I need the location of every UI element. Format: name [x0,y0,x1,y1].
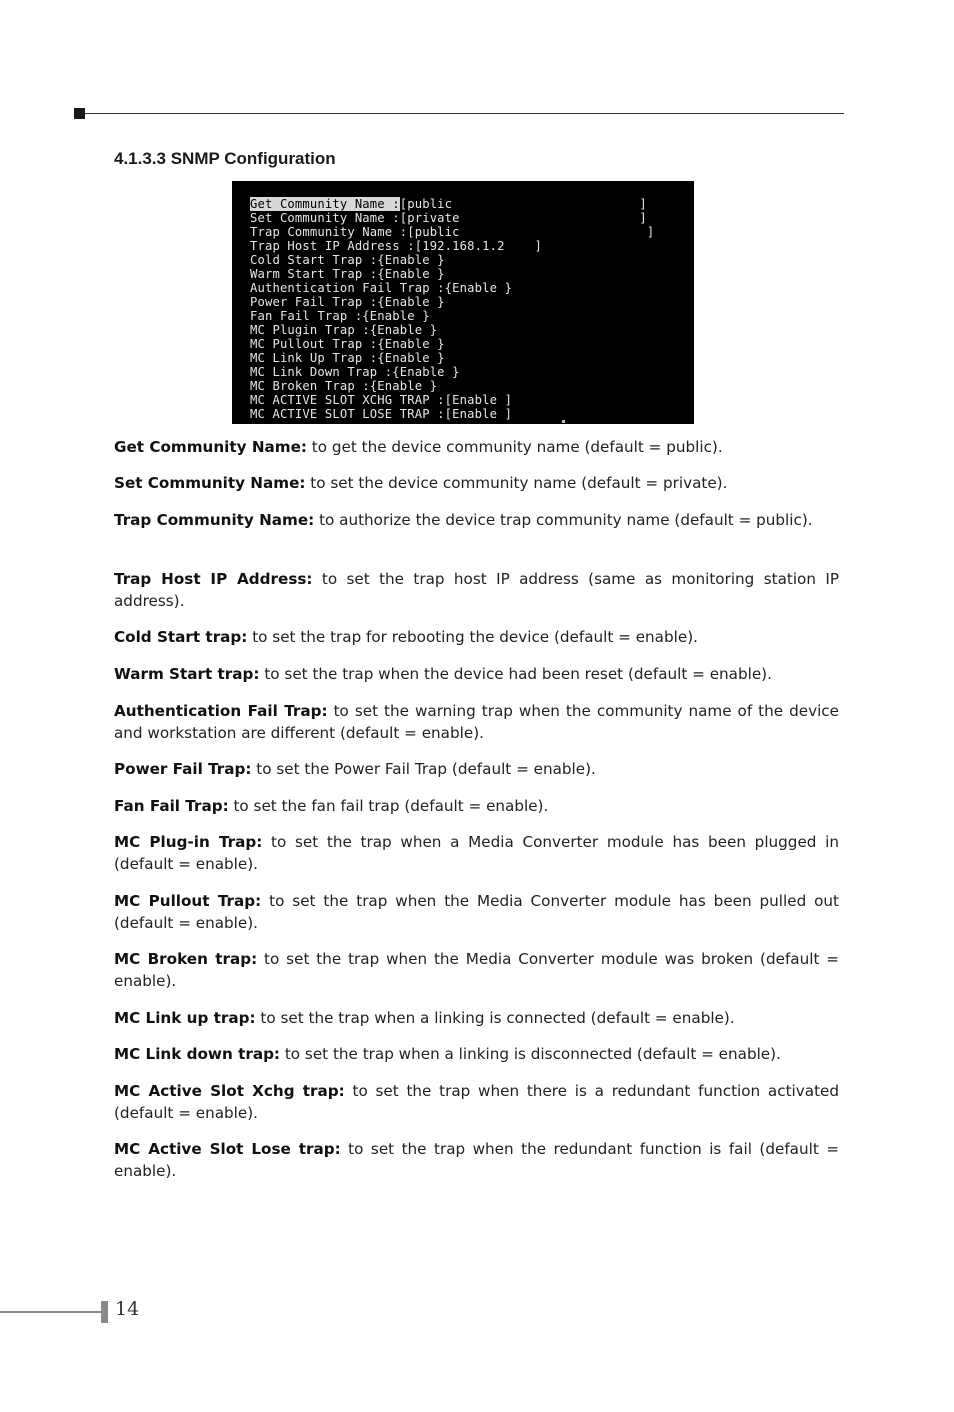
terminal-line: Warm Start Trap :{Enable } [250,267,445,281]
description-term: MC Plug-in Trap: [114,833,263,851]
description-mc-active-slot-lose-trap [114,1138,839,1182]
description-mc-link-down-trap [114,1043,839,1065]
terminal-line: MC ACTIVE SLOT XCHG TRAP :[Enable ] [250,393,513,407]
description-text: to set the trap when a linking is disconnected (default = enable). [280,1045,781,1063]
description-term: MC Pullout Trap: [114,892,262,910]
terminal-line: MC Link Up Trap :{Enable } [250,351,445,365]
description-text: to set the device community name (default = private). [305,474,728,492]
terminal-line-text: [public ] [399,197,647,211]
description-trap-host-ip [114,568,839,612]
description-trap-community-name [114,509,839,531]
description-fan-fail-trap [114,795,839,817]
description-term: Set Community Name: [114,474,306,492]
description-text: to set the Power Fail Trap (default = enable). [251,760,596,778]
description-set-community-name [114,472,839,494]
description-text: to set the trap when there is a redundant function activated (default = enable). [114,1082,840,1122]
terminal-line: MC Pullout Trap :{Enable } [250,337,445,351]
footer-rule [0,1311,101,1313]
description-mc-broken-trap [114,948,839,992]
terminal-line: MC Plugin Trap :{Enable } [250,323,438,337]
terminal-cursor [562,420,565,423]
description-term: Authentication Fail Trap: [114,702,328,720]
description-term: Trap Community Name: [114,511,315,529]
terminal-line: Cold Start Trap :{Enable } [250,253,445,267]
description-text: to set the trap when the Media Converter module has been pulled out (default = enable). [114,892,839,932]
section-title: 4.1.3.3 SNMP Configuration [114,149,336,168]
description-authentication-fail-trap [114,700,839,744]
description-term: Cold Start trap: [114,628,248,646]
terminal-screenshot [232,181,694,424]
header-rule [74,113,844,114]
terminal-highlight: Get Community Name : [250,197,400,211]
description-mc-pullout-trap [114,890,839,934]
terminal-line: Authentication Fail Trap :{Enable } [250,281,513,295]
terminal-line: Power Fail Trap :{Enable } [250,295,445,309]
terminal-line: Trap Community Name :[public ] [250,225,655,239]
terminal-line: Trap Host IP Address :[192.168.1.2 ] [250,239,543,253]
description-term: MC Active Slot Xchg trap: [114,1082,345,1100]
terminal-line: MC ACTIVE SLOT LOSE TRAP :[Enable ] [250,407,513,421]
description-text: to set the trap host IP address (same as monitoring station IP address). [114,570,839,610]
description-text: to set the trap when the Media Converter module was broken (default = enable). [114,950,839,990]
description-mc-active-slot-xchg-trap [114,1080,839,1124]
description-term: MC Link down trap: [114,1045,281,1063]
terminal-line: Fan Fail Trap :{Enable } [250,309,430,323]
description-mc-plug-in-trap [114,831,839,875]
description-term: MC Broken trap: [114,950,258,968]
description-text: to set the trap when a Media Converter module has been plugged in (default = enable). [114,833,839,873]
description-term: Fan Fail Trap: [114,797,229,815]
description-text: to set the warning trap when the community name of the device and workstation are different (default = enable). [114,702,839,742]
header-marker [74,108,85,119]
terminal-line: Set Community Name :[private ] [250,211,647,225]
description-text: to set the trap when the redundant function is fail (default = enable). [114,1140,839,1180]
description-power-fail-trap [114,758,839,780]
terminal-line: MC Broken Trap :{Enable } [250,379,438,393]
description-text: to set the trap when the device had been reset (default = enable). [259,665,772,683]
description-text: to get the device community name (default = public). [306,438,723,456]
description-text: to set the trap for rebooting the device (default = enable). [247,628,698,646]
footer-marker [101,1301,108,1323]
description-term: Warm Start trap: [114,665,260,683]
description-term: Get Community Name: [114,438,307,456]
terminal-line [250,197,690,211]
terminal-line: MC Link Down Trap :{Enable } [250,365,460,379]
description-text: to set the fan fail trap (default = enable). [228,797,549,815]
description-warm-start-trap [114,663,839,685]
description-cold-start-trap [114,626,839,648]
description-mc-link-up-trap [114,1007,839,1029]
description-text: to set the trap when a linking is connected (default = enable). [255,1009,735,1027]
description-get-community-name [114,436,839,458]
description-term: Power Fail Trap: [114,760,252,778]
description-term: MC Active Slot Lose trap: [114,1140,341,1158]
terminal-lines [250,197,690,421]
description-term: Trap Host IP Address: [114,570,313,588]
description-text: to authorize the device trap community name (default = public). [314,511,813,529]
description-term: MC Link up trap: [114,1009,256,1027]
page-number: 14 [115,1298,140,1320]
